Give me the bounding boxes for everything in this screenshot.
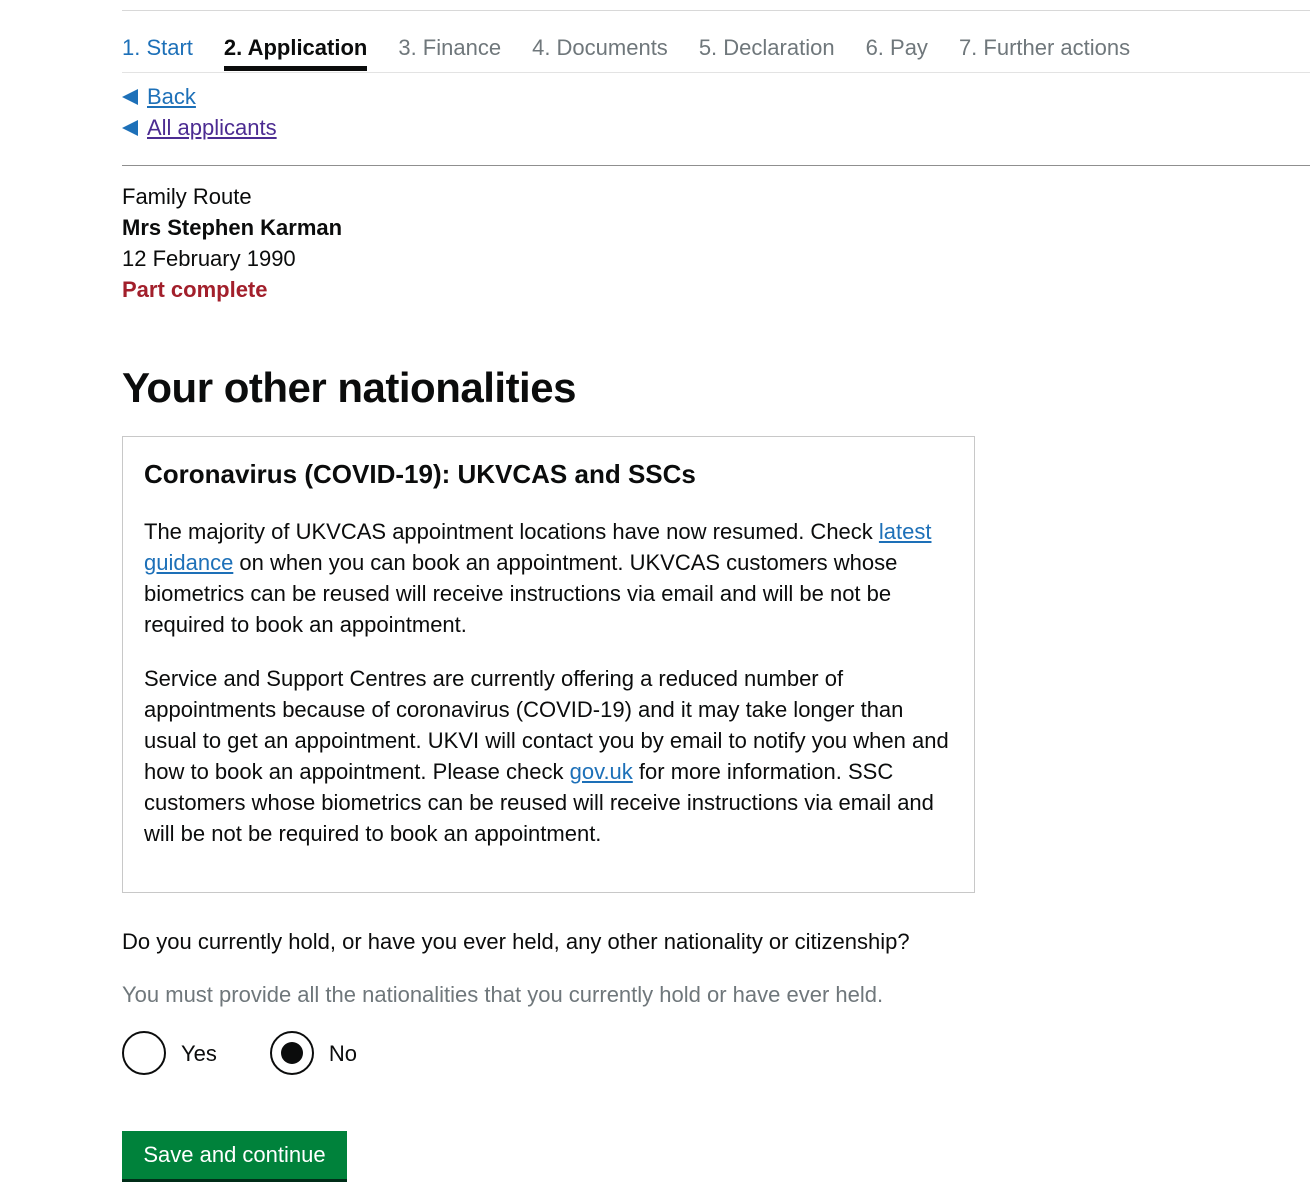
notice-paragraph-2: Service and Support Centres are currently offering a reduced number of appointments because of coronavirus (COVID-19) and it may take longer than usual to get an appointment. UKVI will contact you by email to notify you when and how to book an appointment. Please check gov.uk for more information. SSC customers whose biometrics can be reused will receive instructions via email and will be not be required to book an appointment. (144, 666, 949, 846)
all-applicants-link[interactable] (122, 112, 277, 143)
applicant-summary (122, 181, 342, 305)
save-and-continue-button[interactable]: Save and continue (122, 1131, 347, 1179)
step-pay: 6. Pay (865, 35, 928, 60)
nationality-radio-group (122, 1031, 410, 1075)
step-start[interactable]: 1. Start (122, 35, 193, 60)
notice-paragraph-1: The majority of UKVCAS appointment locations have now resumed. Check latest guidance on when you can book an appointment. UKVCAS customers whose biometrics can be reused will receive instructions via email and will be not be required to book an appointment. (144, 519, 932, 637)
step-declaration: 5. Declaration (698, 35, 835, 60)
step-further-actions: 7. Further actions (958, 35, 1131, 60)
applicant-route: Family Route (122, 184, 252, 209)
back-arrow-icon (122, 120, 138, 136)
latest-guidance-link[interactable]: latest guidance (144, 519, 932, 575)
radio-no[interactable] (270, 1031, 357, 1075)
step-application: 2. Application (224, 30, 367, 66)
radio-yes-label[interactable]: Yes (181, 1040, 217, 1066)
question-hint: You must provide all the nationalities that you currently hold or have ever held. (122, 982, 884, 1007)
covid-notice-panel (122, 436, 975, 893)
applicant-name: Mrs Stephen Karman (122, 215, 343, 240)
back-links (122, 81, 277, 143)
all-applicants-label: All applicants (147, 115, 277, 140)
step-documents: 4. Documents (532, 35, 668, 60)
back-link[interactable] (122, 81, 277, 112)
radio-yes[interactable] (122, 1031, 217, 1075)
question-label: Do you currently hold, or have you ever held, any other nationality or citizenship? (122, 929, 910, 954)
back-link-label: Back (147, 84, 196, 109)
notice-title: Coronavirus (COVID-19): UKVCAS and SSCs (144, 459, 696, 489)
radio-no-label[interactable]: No (328, 1040, 358, 1066)
radio-no-circle[interactable] (270, 1031, 314, 1075)
applicant-dob: 12 February 1990 (122, 246, 296, 271)
step-navigation (122, 30, 1310, 73)
status-badge: Part complete (122, 277, 268, 302)
back-arrow-icon (122, 89, 138, 105)
top-divider (122, 10, 1310, 11)
page-title: Your other nationalities (122, 364, 576, 411)
radio-yes-circle[interactable] (122, 1031, 166, 1075)
gov-uk-link[interactable]: gov.uk (569, 759, 633, 784)
section-divider (122, 165, 1310, 166)
step-finance: 3. Finance (398, 35, 502, 60)
